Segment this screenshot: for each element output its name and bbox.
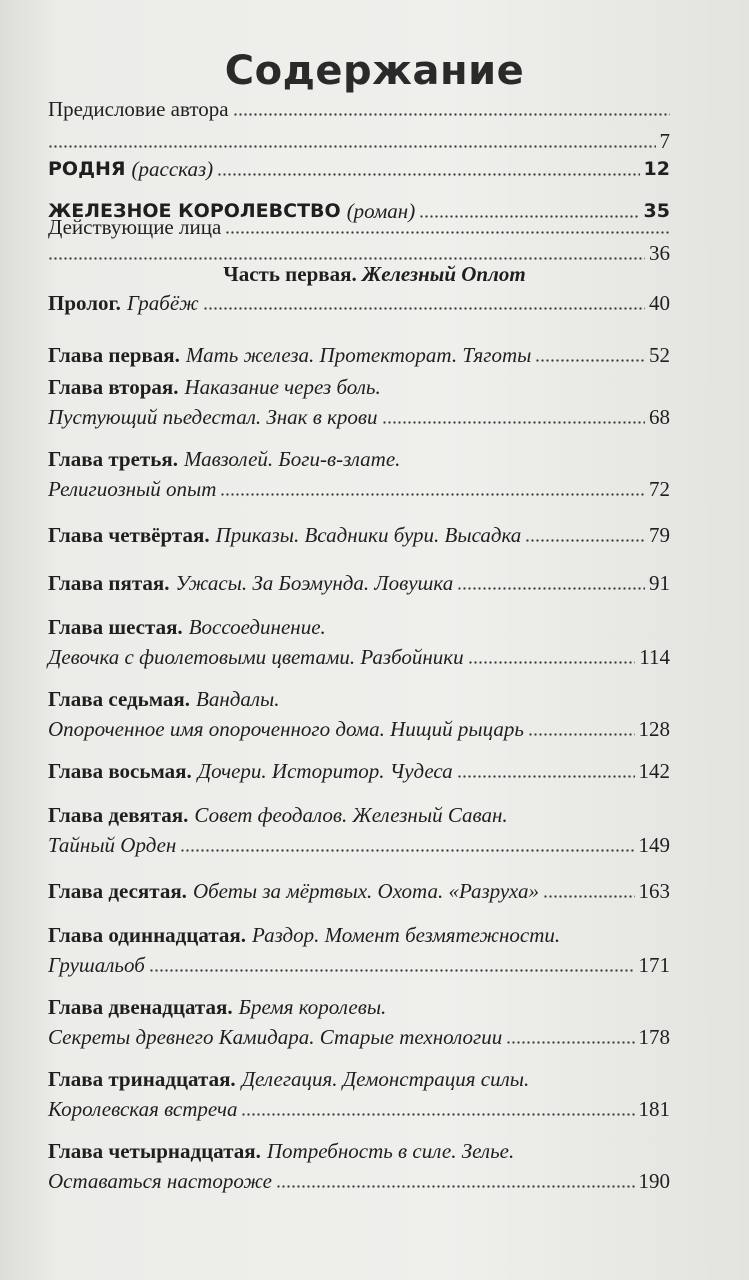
page-number: 79 (649, 523, 670, 547)
page-number: 52 (649, 343, 670, 367)
toc-entry-chapter (48, 1066, 670, 1122)
chapter-subtitle-cont: Секреты древнего Камидара. Старые технологии (48, 1025, 503, 1049)
chapter-label: Глава третья. (48, 447, 178, 471)
toc-entry-chapter (48, 754, 670, 784)
chapter-label: Глава пятая. (48, 571, 170, 595)
chapter-label: Глава одиннадцатая. (48, 923, 247, 947)
chapter-subtitle: Наказание через боль. (184, 375, 381, 399)
toc-entry-chapter (48, 374, 670, 430)
page-number: 128 (638, 717, 670, 741)
page-number: 72 (649, 477, 670, 501)
chapter-subtitle-cont: Королевская встреча (48, 1097, 238, 1121)
chapter-subtitle-cont: Пустующий пьедестал. Знак в крови (48, 405, 378, 429)
part-name: Железный Оплот (362, 262, 526, 286)
chapter-subtitle: Мавзолей. Боги-в-злате. (183, 447, 401, 471)
toc-entry-chapter (48, 566, 670, 596)
chapter-label: Глава десятая. (48, 879, 187, 903)
entry-subtitle: (рассказ) (131, 157, 214, 181)
page-number: 7 (659, 129, 670, 153)
page-number: 36 (649, 241, 670, 265)
toc-entry-characters (48, 214, 670, 266)
toc-entry-chapter (48, 686, 670, 742)
chapter-subtitle-cont: Девочка с фиолетовыми цветами. Разбойники (48, 645, 464, 669)
toc-entry-chapter (48, 922, 670, 978)
entry-subtitle: (роман) (346, 199, 416, 223)
page-number: 91 (649, 571, 670, 595)
chapter-label: Глава седьмая. (48, 687, 190, 711)
toc-entry-chapter (48, 614, 670, 670)
part-label: Часть первая. (223, 262, 357, 286)
chapter-label: Глава первая. (48, 343, 180, 367)
page-title: Содержание (224, 48, 525, 94)
toc-entry-chapter (48, 286, 670, 316)
page-number: 190 (638, 1169, 670, 1193)
page-number: 12 (643, 158, 670, 180)
chapter-label: Глава шестая. (48, 615, 183, 639)
chapter-subtitle: Совет феодалов. Железный Саван. (194, 803, 508, 827)
chapter-subtitle-cont: Оставаться настороже (48, 1169, 272, 1193)
chapter-label: Глава вторая. (48, 375, 179, 399)
chapter-label: Глава двенадцатая. (48, 995, 233, 1019)
chapter-subtitle: Дочери. Историтор. Чудеса (197, 759, 453, 783)
chapter-subtitle: Обеты за мёртвых. Охота. «Разруха» (192, 879, 539, 903)
toc-entry-chapter (48, 518, 670, 548)
chapter-subtitle: Потребность в силе. Зелье. (266, 1139, 515, 1163)
chapter-subtitle: Раздор. Момент безмятежности. (252, 923, 561, 947)
page-number: 178 (638, 1025, 670, 1049)
chapter-subtitle: Делегация. Демонстрация силы. (241, 1067, 530, 1091)
chapter-label: Глава восьмая. (48, 759, 192, 783)
toc-entry-chapter (48, 446, 670, 502)
chapter-subtitle: Воссоединение. (188, 615, 326, 639)
toc-entry-chapter (48, 802, 670, 858)
toc-entry-chapter (48, 338, 670, 368)
chapter-subtitle-cont: Опороченное имя опороченного дома. Нищий рыцарь (48, 717, 524, 741)
page-number: 114 (639, 645, 670, 669)
entry-title: ЖЕЛЕЗНОЕ КОРОЛЕВСТВО (48, 200, 341, 222)
page-number: 149 (638, 833, 670, 857)
chapter-subtitle-cont: Грушальоб (48, 953, 145, 977)
chapter-label: Пролог. (48, 291, 121, 315)
chapter-subtitle: Грабёж (126, 291, 199, 315)
chapter-subtitle: Приказы. Всадники бури. Высадка (215, 523, 522, 547)
page-number: 68 (649, 405, 670, 429)
chapter-label: Глава девятая. (48, 803, 189, 827)
chapter-label: Глава тринадцатая. (48, 1067, 236, 1091)
entry-text: Действующие лица (48, 215, 222, 239)
page-number: 181 (638, 1097, 670, 1121)
page-number: 35 (643, 200, 670, 222)
page-number: 40 (649, 291, 670, 315)
page-number: 171 (638, 953, 670, 977)
chapter-subtitle-cont: Тайный Орден (48, 833, 177, 857)
chapter-subtitle: Вандалы. (196, 687, 280, 711)
entry-title: РОДНЯ (48, 158, 126, 180)
chapter-label: Глава четырнадцатая. (48, 1139, 261, 1163)
toc-entry-chapter (48, 994, 670, 1050)
entry-text: Предисловие автора (48, 97, 229, 121)
toc-entry-chapter (48, 1138, 670, 1194)
chapter-subtitle: Бремя королевы. (238, 995, 387, 1019)
toc-entry-chapter (48, 874, 670, 904)
chapter-subtitle-cont: Религиозный опыт (48, 477, 217, 501)
page-number: 142 (638, 759, 670, 783)
chapter-label: Глава четвёртая. (48, 523, 210, 547)
chapter-subtitle: Ужасы. За Боэмунда. Ловушка (175, 571, 454, 595)
toc-entry-rodnya (48, 146, 670, 182)
part-heading (0, 262, 749, 287)
chapter-subtitle: Мать железа. Протекторат. Тяготы (185, 343, 532, 367)
page-number: 163 (638, 879, 670, 903)
